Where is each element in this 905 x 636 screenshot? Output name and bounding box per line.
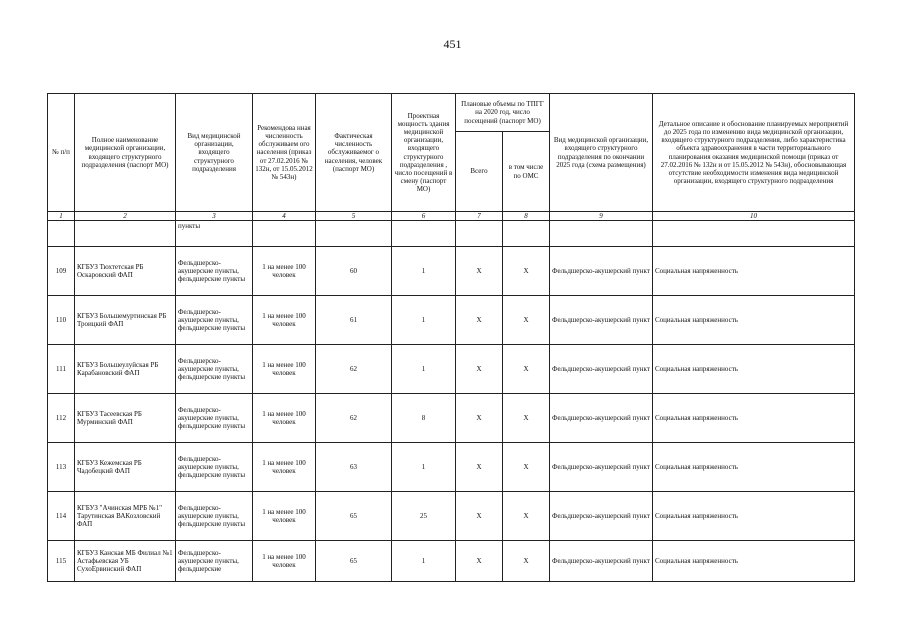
column-number: 6 — [392, 212, 456, 221]
cell-kind-2025: Фельдшерско-акушерский пункт — [550, 296, 653, 345]
cell-organization: КГБУЗ Канская МБ Филиал №1 Астафьевская УБ СухоЕрвинский ФАП — [75, 541, 176, 582]
cell-total: X — [456, 492, 503, 541]
cell-capacity: 1 — [392, 247, 456, 296]
cell-num: 112 — [48, 394, 75, 443]
cell-kind: Фельдшерско-акушерские пункты, фельдшерские пункты — [176, 443, 253, 492]
cell-kind: Фельдшерско-акушерские пункты, фельдшерские пункты — [176, 296, 253, 345]
column-number: 1 — [48, 212, 75, 221]
table-row — [48, 541, 855, 582]
cell-num: 113 — [48, 443, 75, 492]
cell-kind-2025: Фельдшерско-акушерский пункт — [550, 247, 653, 296]
cell-total: X — [456, 247, 503, 296]
cell-capacity: 8 — [392, 394, 456, 443]
header-kind: Вид медицинской организации, входящего структурного подразделения — [176, 94, 253, 212]
cell-num: 111 — [48, 345, 75, 394]
cell-recommended: 1 на менее 100 человек — [253, 296, 316, 345]
header-planned-volumes: Плановые объемы по ТПГГ на 2020 год, число посещений (паспорт МО) — [456, 94, 550, 132]
table-row — [48, 345, 855, 394]
cell-comment: Социальная напряженность — [653, 443, 855, 492]
cell-recommended: 1 на менее 100 человек — [253, 345, 316, 394]
cell-kind-2025: Фельдшерско-акушерский пункт — [550, 443, 653, 492]
cell-organization: КГБУЗ Тасеевская РБ Мурминский ФАП — [75, 394, 176, 443]
cell-kind: Фельдшерско-акушерские пункты, фельдшерские пункты — [176, 394, 253, 443]
cell-recommended: 1 на менее 100 человек — [253, 541, 316, 582]
cell-kind-2025: Фельдшерско-акушерский пункт — [550, 492, 653, 541]
table-row — [48, 247, 855, 296]
cell-comment: Социальная напряженность — [653, 541, 855, 582]
continuation-row — [48, 221, 855, 247]
cell-kind-2025: Фельдшерско-акушерский пункт — [550, 394, 653, 443]
table-row — [48, 394, 855, 443]
cell-kind: Фельдшерско-акушерские пункты, фельдшерские — [176, 541, 253, 582]
header-actual-population: Фактическая численность обслуживаемог о населения, человек (паспорт МО) — [316, 94, 392, 212]
cell-num: 109 — [48, 247, 75, 296]
cell-comment: Социальная напряженность — [653, 296, 855, 345]
cell-capacity: 25 — [392, 492, 456, 541]
cell-recommended: 1 на менее 100 человек — [253, 247, 316, 296]
header-description: Детальное описание и обоснование планируемых мероприятий до 2025 года по изменению вида медицинской организации, входящего структурного подразделения, либо характеристика объекта здравоохранения в части территориального планирования оказания медицинской помощи (приказ от 27.02.2016 № 132н и от 15.05.2012 № 543н), обосновывающая отсутствие необходимости изменения вида медицинской организации, входящего структурного подразделения — [653, 94, 855, 212]
cell-oms: X — [503, 296, 550, 345]
cell-capacity: 1 — [392, 541, 456, 582]
cell-organization: КГБУЗ Тюхтетская РБ Оскаровский ФАП — [75, 247, 176, 296]
column-number: 5 — [316, 212, 392, 221]
cell-capacity: 1 — [392, 345, 456, 394]
column-number: 8 — [503, 212, 550, 221]
header-oms: в том числе по ОМС — [503, 132, 550, 212]
column-number: 7 — [456, 212, 503, 221]
table-row — [48, 492, 855, 541]
cell-kind: пункты — [176, 221, 253, 247]
cell-total: X — [456, 296, 503, 345]
column-number-row — [48, 212, 855, 221]
cell-oms: X — [503, 541, 550, 582]
cell-total: X — [456, 394, 503, 443]
cell-actual: 62 — [316, 394, 392, 443]
cell-actual: 62 — [316, 345, 392, 394]
column-number: 3 — [176, 212, 253, 221]
cell-oms: X — [503, 247, 550, 296]
cell-recommended: 1 на менее 100 человек — [253, 394, 316, 443]
cell-oms: X — [503, 345, 550, 394]
facilities-table — [47, 93, 855, 582]
cell-actual: 63 — [316, 443, 392, 492]
cell-comment: Социальная напряженность — [653, 247, 855, 296]
header-num: № п/п — [48, 94, 75, 212]
cell-oms: X — [503, 394, 550, 443]
column-number: 4 — [253, 212, 316, 221]
cell-actual: 65 — [316, 492, 392, 541]
cell-capacity: 1 — [392, 296, 456, 345]
cell-num: 114 — [48, 492, 75, 541]
cell-recommended: 1 на менее 100 человек — [253, 492, 316, 541]
cell-kind: Фельдшерско-акушерские пункты, фельдшерские пункты — [176, 345, 253, 394]
cell-comment: Социальная напряженность — [653, 492, 855, 541]
cell-actual: 61 — [316, 296, 392, 345]
header-total: Всего — [456, 132, 503, 212]
cell-oms: X — [503, 492, 550, 541]
cell-total: X — [456, 345, 503, 394]
column-number: 9 — [550, 212, 653, 221]
cell-organization: КГБУЗ Большемуртинская РБ Троицкий ФАП — [75, 296, 176, 345]
cell-organization: КГБУЗ Кежемская РБ Чадобецкий ФАП — [75, 443, 176, 492]
cell-organization: КГБУЗ "Ачинская МРБ №1" Тарутинская ВАКозловский ФАП — [75, 492, 176, 541]
cell-organization: КГБУЗ Большеулуйская РБ Карабановский ФАП — [75, 345, 176, 394]
header-organization: Полное наименование медицинской организации, входящего структурного подразделения (паспорт МО) — [75, 94, 176, 212]
cell-kind: Фельдшерско-акушерские пункты, фельдшерские пункты — [176, 492, 253, 541]
column-number: 2 — [75, 212, 176, 221]
cell-recommended: 1 на менее 100 человек — [253, 443, 316, 492]
cell-kind-2025: Фельдшерско-акушерский пункт — [550, 345, 653, 394]
cell-actual: 60 — [316, 247, 392, 296]
cell-actual: 65 — [316, 541, 392, 582]
cell-total: X — [456, 443, 503, 492]
column-number: 10 — [653, 212, 855, 221]
header-kind-2025: Вид медицинской организации, входящего структурного подразделения по окончании 2025 года (схема размещения) — [550, 94, 653, 212]
cell-kind-2025: Фельдшерско-акушерский пункт — [550, 541, 653, 582]
header-recommended-population: Рекомендова нная численность обслуживаем ого населения (приказ от 27.02.2016 № 132н, от 15.05.2012 № 543н) — [253, 94, 316, 212]
cell-comment: Социальная напряженность — [653, 345, 855, 394]
table-row — [48, 443, 855, 492]
header-capacity: Проектная мощность здания медицинской организации, входящего структурного подразделения , число посещений в смену (паспорт МО) — [392, 94, 456, 212]
cell-oms: X — [503, 443, 550, 492]
cell-kind: Фельдшерско-акушерские пункты, фельдшерские пункты — [176, 247, 253, 296]
cell-num: 110 — [48, 296, 75, 345]
page-number: 451 — [443, 37, 462, 51]
cell-total: X — [456, 541, 503, 582]
cell-num: 115 — [48, 541, 75, 582]
cell-capacity: 1 — [392, 443, 456, 492]
cell-comment: Социальная напряженность — [653, 394, 855, 443]
table-row — [48, 296, 855, 345]
